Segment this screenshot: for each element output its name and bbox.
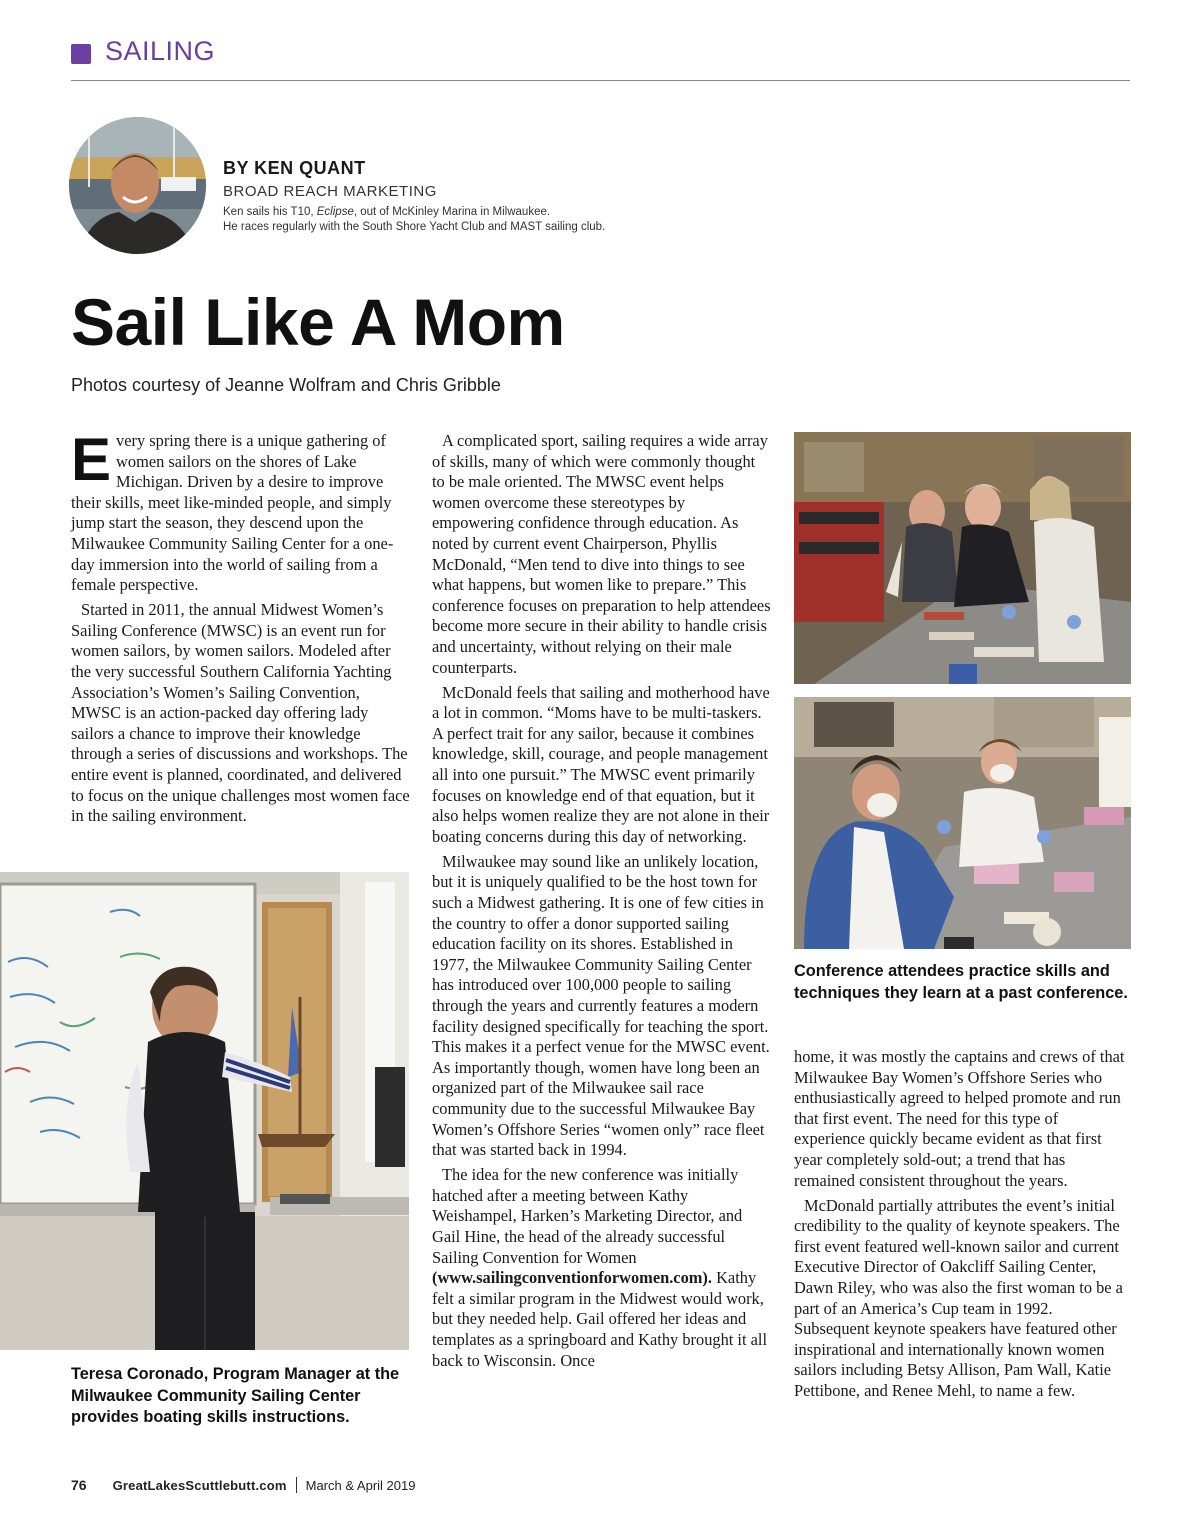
- page-footer: [71, 1477, 415, 1493]
- instructor-photo-caption: Teresa Coronado, Program Manager at the Milwaukee Community Sailing Center provides boating skills instructions.: [71, 1365, 400, 1426]
- article-column-3: [794, 1047, 1130, 1406]
- header-divider: [71, 80, 1130, 81]
- author-company: BROAD REACH MARKETING: [223, 183, 437, 200]
- paragraph-text: very spring there is a unique gathering of women sailors on the shores of Lake Michigan. Driven by a desire to improve their skills, meet like-minded people, and simply jump start the season, they descend upon the Milwaukee Community Sailing Center for a one-day immersion into the world of sailing from a female perspective.: [71, 431, 394, 595]
- page-number: 76: [71, 1477, 87, 1493]
- bio-text: Ken sails his T10,: [223, 206, 317, 218]
- paragraph: Milwaukee may sound like an unlikely location, but it is uniquely qualified to be the host town for such a Midwest gathering. It is one of few cities in the country to offer a donor supported sailing education facility on its shores. Established in 1977, the Milwaukee Community Sailing Center has introduced over 100,000 people to sailing through the years and currently features a modern facility designed specifically for teaching the sport. This makes it a perfect venue for the MWSC event. As importantly though, women have long been an organized part of the Milwaukee sail race community due to the successful Milwaukee Bay Women’s Offshore Series “women only” race fleet that was started back in 1994.: [432, 851, 770, 1160]
- paragraph: A complicated sport, sailing requires a wide array of skills, many of which were commonly thought to be male oriented. The MWSC event helps women overcome these stereotypes by empowering confidence through education. As noted by current event Chairperson, Phyllis McDonald, “Men tend to dive into things to see what happens, but women like to prepare.” This conference focuses on preparation to help attendees become more secure in their ability to handle crisis and uncertainty, without relying on their male counterparts.: [432, 431, 771, 677]
- paragraph: McDonald partially attributes the event’s initial credibility to the quality of keynote speakers. The first event featured well-known sailor and current Executive Director of Oakcliff Sailing Center, Dawn Riley, who was also the first woman to be a part of an America’s Cup team in 1992. Subsequent keynote speakers have featured other inspirational and internationally known women sailors including Betsy Allison, Pam Wall, Katie Pettibone, and Renee Mehl, to name a few.: [794, 1195, 1123, 1400]
- section-marker-icon: [71, 44, 91, 64]
- paragraph: home, it was mostly the captains and crews of that Milwaukee Bay Women’s Offshore Series who enthusiastically agreed to helped promote and run that first event. The need for this type of experience quickly became evident as that first year completely sold-out; a trend that has remained consistent throughout the years.: [794, 1047, 1125, 1190]
- paragraph: [71, 426, 410, 596]
- boat-name: Eclipse: [316, 206, 354, 218]
- bio-text: , out of McKinley Marina in Milwaukee.: [353, 206, 551, 218]
- article-column-1: [71, 426, 410, 831]
- author-avatar: [69, 117, 206, 254]
- author-byline: BY KEN QUANT: [223, 158, 366, 178]
- author-bio: [223, 205, 605, 235]
- article-column-2: [432, 431, 771, 1376]
- footer-divider: [296, 1477, 297, 1493]
- section-label: SAILING: [105, 36, 216, 66]
- paragraph: [432, 1165, 771, 1371]
- drop-cap: E: [71, 426, 112, 493]
- paragraph-text: The idea for the new conference was initially hatched after a meeting between Kathy Weishampel, Harken’s Marketing Director, and Gail Hine, the head of the already successful Sailing Convention for Women: [432, 1165, 743, 1267]
- workshop-photo-bottom: [794, 697, 1131, 949]
- footer-site: GreatLakesScuttlebutt.com: [112, 1478, 287, 1493]
- workshop-photo-top: [794, 432, 1131, 684]
- bio-text: He races regularly with the South Shore Yacht Club and MAST sailing club.: [223, 221, 606, 233]
- footer-issue: March & April 2019: [305, 1478, 416, 1493]
- website-link[interactable]: (www.sailingconventionforwomen.com).: [432, 1268, 712, 1288]
- paragraph: Started in 2011, the annual Midwest Women’s Sailing Conference (MWSC) is an event run for women sailors, by women sailors. Modeled after the very successful Southern California Yachting Association’s Women’s Sailing Convention, MWSC is an action-packed day offering lady sailors a chance to improve their knowledge through a series of discussions and workshops. The entire event is planned, coordinated, and delivered to focus on the unique challenges most women face in the sailing environment.: [71, 600, 410, 826]
- article-title: Sail Like A Mom: [71, 285, 565, 359]
- paragraph: McDonald feels that sailing and motherhood have a lot in common. “Moms have to be multi-taskers. A perfect trait for any sailor, because it combines knowledge, skill, courage, and people management all into one pursuit.” The MWSC event primarily focuses on knowledge end of that equation, but it also helps women realize they are not alone in their boating concerns during this day of networking.: [432, 682, 770, 846]
- workshop-photos-caption: Conference attendees practice skills and techniques they learn at a past conference.: [794, 962, 1128, 1002]
- photo-credit: Photos courtesy of Jeanne Wolfram and Chris Gribble: [71, 375, 501, 395]
- paragraph-text: Kathy felt a similar program in the Midwest would work, but they needed help. Gail offered her ideas and templates as a springboard and Kathy brought it all back to Wisconsin. Once: [432, 1268, 768, 1370]
- instructor-photo: [0, 872, 409, 1350]
